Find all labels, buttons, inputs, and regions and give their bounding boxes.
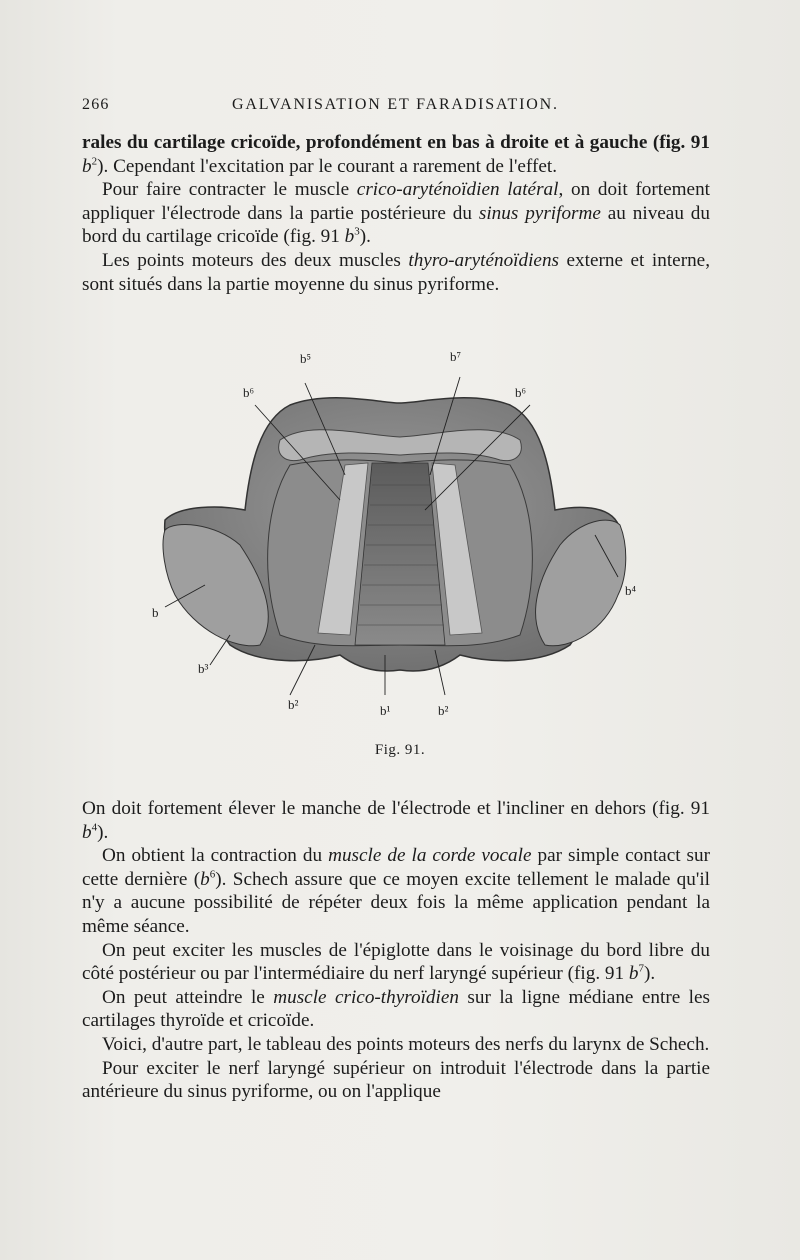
text-fragment: sur la ligne médiane entre les cartilages thyroïde et cricoïde. [82,986,710,1032]
text-fragment: , on doit fortement appliquer l'électrode dans la partie postérieure du [82,179,710,224]
text-fragment: On doit fortement élever le manche de l'électrode et l'incliner en dehors (fig. 91 [82,798,710,819]
page-header [82,96,710,120]
text-fragment: On peut atteindre le [102,986,274,1008]
fig-ref: b [344,226,355,248]
fig-ref-sup: 6 [209,868,216,881]
text-fragment: On obtient la contraction du [102,845,329,867]
paragraph [82,939,710,986]
fig-ref: b [82,821,92,843]
italic-term: sinus pyriforme [478,202,601,224]
fig-ref: b [200,868,210,890]
label-b6-left: b⁶ [243,385,255,400]
figure-caption: Fig. 91. [374,742,426,758]
label-b5: b⁵ [300,351,312,366]
italic-term: thyro-aryténoïdiens [408,249,559,271]
fig-ref-sup: 2 [91,155,98,168]
text-block-bottom [82,797,710,1104]
text-fragment: externe et interne, sont situés dans la partie moyenne du sinus pyriforme. [82,249,710,295]
label-b2-right: b² [438,703,449,718]
italic-term: crico-aryténoïdien latéral [356,179,559,201]
label-b3: b³ [198,661,209,676]
text-fragment: ). [359,226,371,248]
text-fragment: au niveau du bord du cartilage cricoïde (fig. 91 [82,202,710,248]
paragraph [82,797,710,844]
label-b4: b⁴ [625,583,637,598]
fig-ref: b [82,155,92,177]
fig-ref: b [628,963,639,985]
label-b1: b¹ [380,703,391,718]
text-fragment: Les points moteurs des deux muscles [102,249,409,271]
paragraph [82,131,710,178]
page-number: 266 [82,96,110,113]
larynx-figure [140,345,660,730]
italic-term: muscle de la corde vocale [328,845,532,867]
label-b2-left: b² [288,697,299,712]
larynx-illustration [140,345,660,730]
paragraph: Pour exciter le nerf laryngé supérieur on introduit l'électrode dans la partie antérieure du sinus pyriforme, ou on l'applique [82,1057,710,1103]
bold-fragment: rales du cartilage cricoïde, profondément en bas à droite et à gauche (fig. 91 [82,132,710,153]
paragraph [82,249,710,296]
label-b: b [152,605,159,620]
text-fragment: ). Cependant l'excitation par le courant a rarement de l'effet. [97,155,558,177]
label-b7: b⁷ [450,349,462,364]
text-fragment: ). [97,821,109,843]
text-fragment: ). Schech assure que ce moyen excite tellement le malade qu'il n'y a aucune possibilité de répéter deux fois la même application pendant la même séance. [82,868,710,937]
fig-ref-sup: 3 [354,225,360,238]
running-title: GALVANISATION ET FARADISATION. [232,96,559,113]
text-fragment: Pour faire contracter le muscle [102,179,357,201]
paragraph [82,844,710,938]
label-b6-right: b⁶ [515,385,527,400]
fig-ref-sup: 7 [638,962,644,975]
paragraph [82,986,710,1033]
text-fragment: par simple contact sur cette dernière ( [82,845,710,890]
fig-ref-sup: 4 [91,821,98,834]
paragraph [82,178,710,249]
text-fragment: ). [643,963,656,985]
italic-term: muscle crico-thyroïdien [273,986,459,1008]
text-block-top [82,131,710,296]
paragraph: Voici, d'autre part, le tableau des points moteurs des nerfs du larynx de Schech. [102,1033,710,1055]
text-fragment: On peut exciter les muscles de l'épiglotte dans le voisinage du bord libre du côté postérieur ou par l'intermédiaire du nerf laryngé supérieur (fig. 91 [82,939,710,985]
